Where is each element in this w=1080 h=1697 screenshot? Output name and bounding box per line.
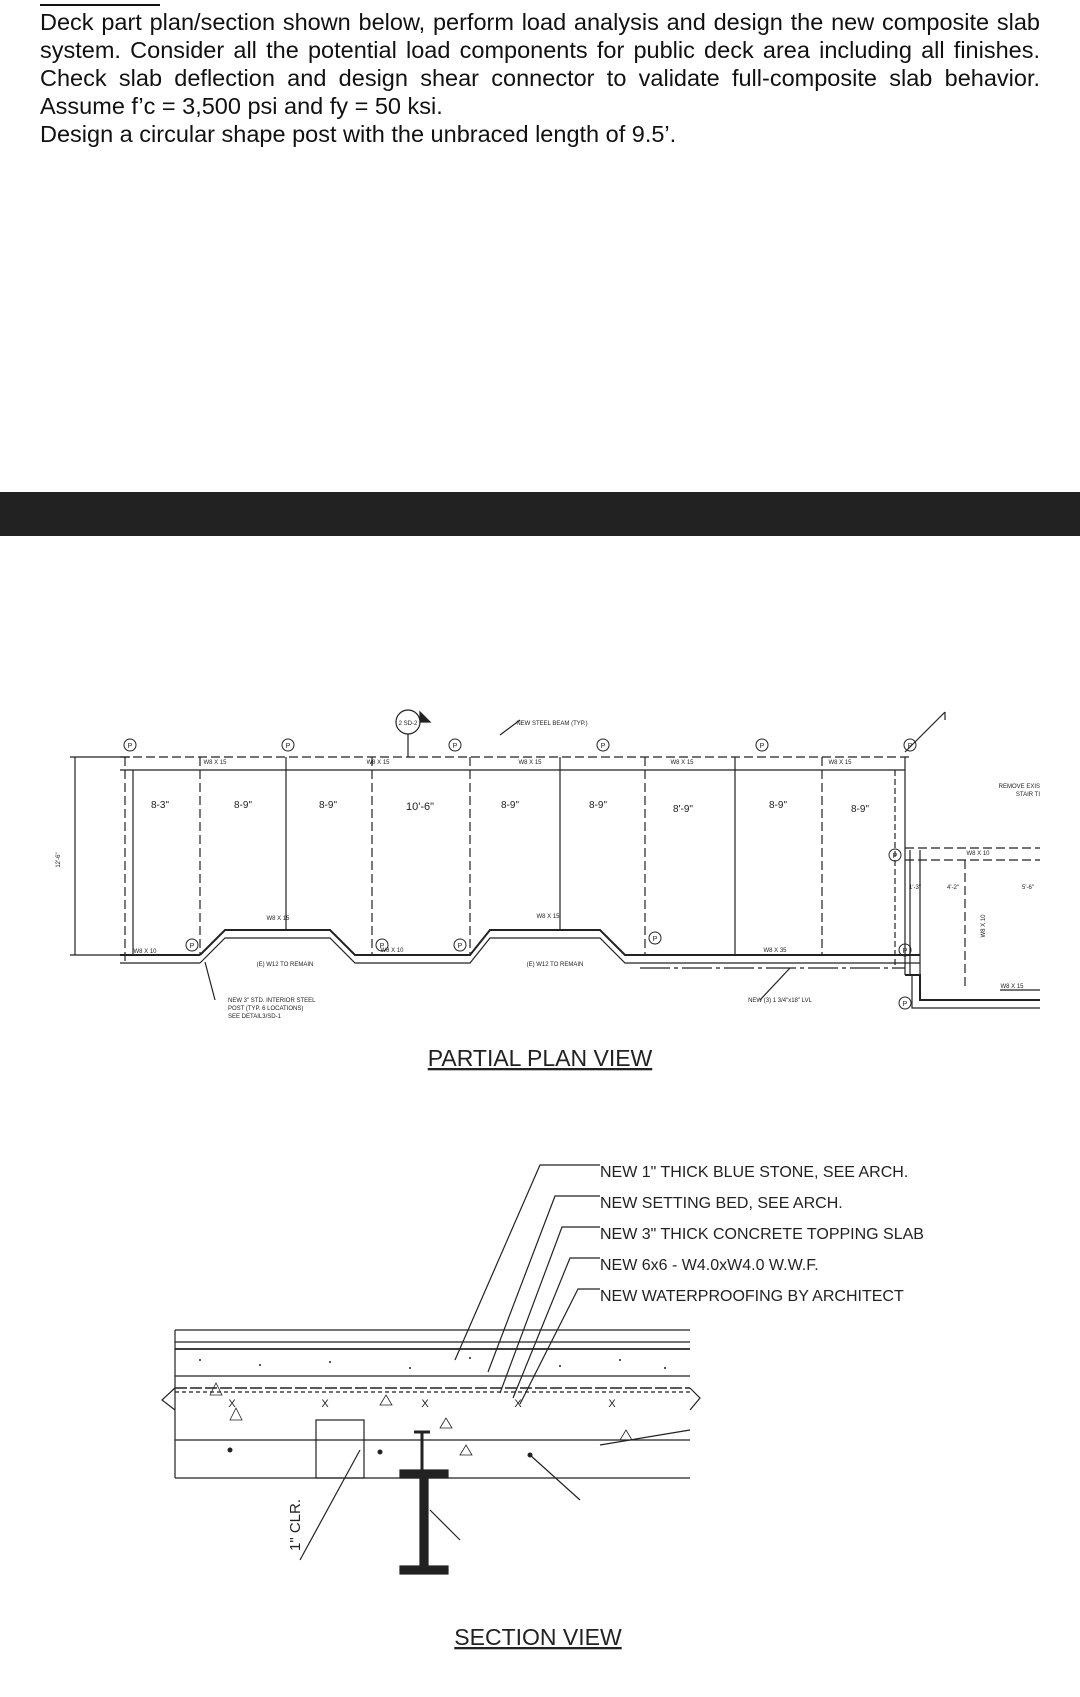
post-note-2: POST (TYP. 6 LOCATIONS)	[228, 1006, 304, 1012]
post-marks	[124, 739, 916, 1009]
overall-dim: 12'-6"	[56, 852, 62, 868]
plan-labels	[56, 721, 1040, 1071]
remove-note-1: REMOVE EXIS	[998, 784, 1040, 790]
section-note-4: NEW 6x6 - W4.0xW4.0 W.W.F.	[600, 1257, 819, 1274]
section-title: SECTION VIEW	[454, 1624, 622, 1650]
problem-post-line: Design a circular shape post with the unbraced length of 9.5’.	[40, 121, 677, 147]
remove-note-2: STAIR TI	[1015, 792, 1040, 798]
svg-text:P: P	[902, 1001, 908, 1008]
post-note-3: SEE DETAIL3/SD-1	[228, 1014, 281, 1020]
dim-4-2: 4'-2"	[947, 885, 959, 891]
right-beam-w8x10: W8 X 10	[966, 851, 990, 857]
svg-text:P: P	[127, 743, 133, 750]
beam-w8x15-mid-2: W8 X 15	[536, 914, 560, 920]
section-note-2: NEW SETTING BED, SEE ARCH.	[600, 1195, 843, 1212]
wwf-mark-3: X	[421, 1398, 429, 1410]
beam-w8x35: W8 X 35	[763, 948, 787, 954]
top-beam-4: W8 X 15	[670, 760, 694, 766]
concrete-aggregate	[199, 1357, 666, 1458]
bay-dim-4: 10'-6"	[405, 801, 435, 813]
post-note-1: NEW 3" STD. INTERIOR STEEL	[228, 998, 316, 1004]
remain-note-1: (E) W12 TO REMAIN	[256, 962, 314, 968]
bay-dim-1: 8-3"	[150, 800, 170, 811]
section-labels	[228, 1164, 924, 1650]
svg-text:P: P	[189, 943, 195, 950]
remain-note-2: (E) W12 TO REMAIN	[526, 962, 584, 968]
svg-text:P: P	[902, 948, 908, 955]
top-beam-5: W8 X 15	[828, 760, 852, 766]
section-note-3: NEW 3" THICK CONCRETE TOPPING SLAB	[600, 1226, 924, 1243]
new-beam-note: NEW STEEL BEAM (TYP.)	[516, 721, 588, 727]
right-beam-w8x10-vertical: W8 X 10	[981, 914, 987, 938]
section-note-1: NEW 1" THICK BLUE STONE, SEE ARCH.	[600, 1164, 909, 1181]
svg-text:P: P	[652, 936, 658, 943]
plan-title: PARTIAL PLAN VIEW	[427, 1045, 653, 1071]
wwf-mark-4: X	[514, 1398, 522, 1410]
bay-dim-2: 8-9"	[233, 800, 253, 811]
top-beam-2: W8 X 15	[366, 760, 390, 766]
svg-text:P: P	[759, 743, 765, 750]
bay-dim-8: 8-9"	[768, 800, 788, 811]
beam-w8x15-mid-1: W8 X 15	[266, 916, 290, 922]
dim-1-3: 1'-3"	[909, 885, 921, 891]
top-beam-3: W8 X 15	[518, 760, 542, 766]
bay-dim-6: 8-9"	[588, 800, 608, 811]
beam-w8x10-left: W8 X 10	[133, 949, 157, 955]
bay-dim-3: 8-9"	[318, 800, 338, 811]
bay-dim-7: 8'-9"	[673, 804, 693, 815]
wwf-mark-5: X	[608, 1398, 616, 1410]
lvl-note: NEW (3) 1 3/4"x18" LVL	[748, 998, 812, 1004]
svg-text:P: P	[600, 743, 606, 750]
beam-w8x10-center: W8 X 10	[380, 948, 404, 954]
problem-paragraph: Deck part plan/section shown below, perform load analysis and design the new composite slab system. Consider all the potential load components for public deck area including all finishes. Check slab deflection and design shear connector to validate full-composite slab behavior. Assume f’c = 3,500 psi and fy = 50 ksi.	[40, 9, 1040, 119]
svg-text:P: P	[285, 743, 291, 750]
svg-text:P: P	[892, 853, 898, 860]
bay-dim-5: 8-9"	[500, 800, 520, 811]
svg-text:P: P	[457, 943, 463, 950]
section-mark: 2 SD-2	[398, 721, 418, 727]
section-note-5: NEW WATERPROOFING BY ARCHITECT	[600, 1288, 904, 1305]
svg-text:P: P	[907, 743, 913, 750]
wwf-mark-2: X	[321, 1398, 329, 1410]
top-beam-1: W8 X 15	[203, 760, 227, 766]
clr-label: 1" CLR.	[287, 1498, 304, 1552]
svg-text:P: P	[379, 943, 385, 950]
dim-5-6: 5'-6"	[1022, 885, 1034, 891]
bay-dim-9: 8-9"	[850, 804, 870, 815]
svg-text:P: P	[452, 743, 458, 750]
wwf-mark-1: X	[228, 1398, 236, 1410]
right-beam-w8x15: W8 X 15	[1000, 984, 1024, 990]
